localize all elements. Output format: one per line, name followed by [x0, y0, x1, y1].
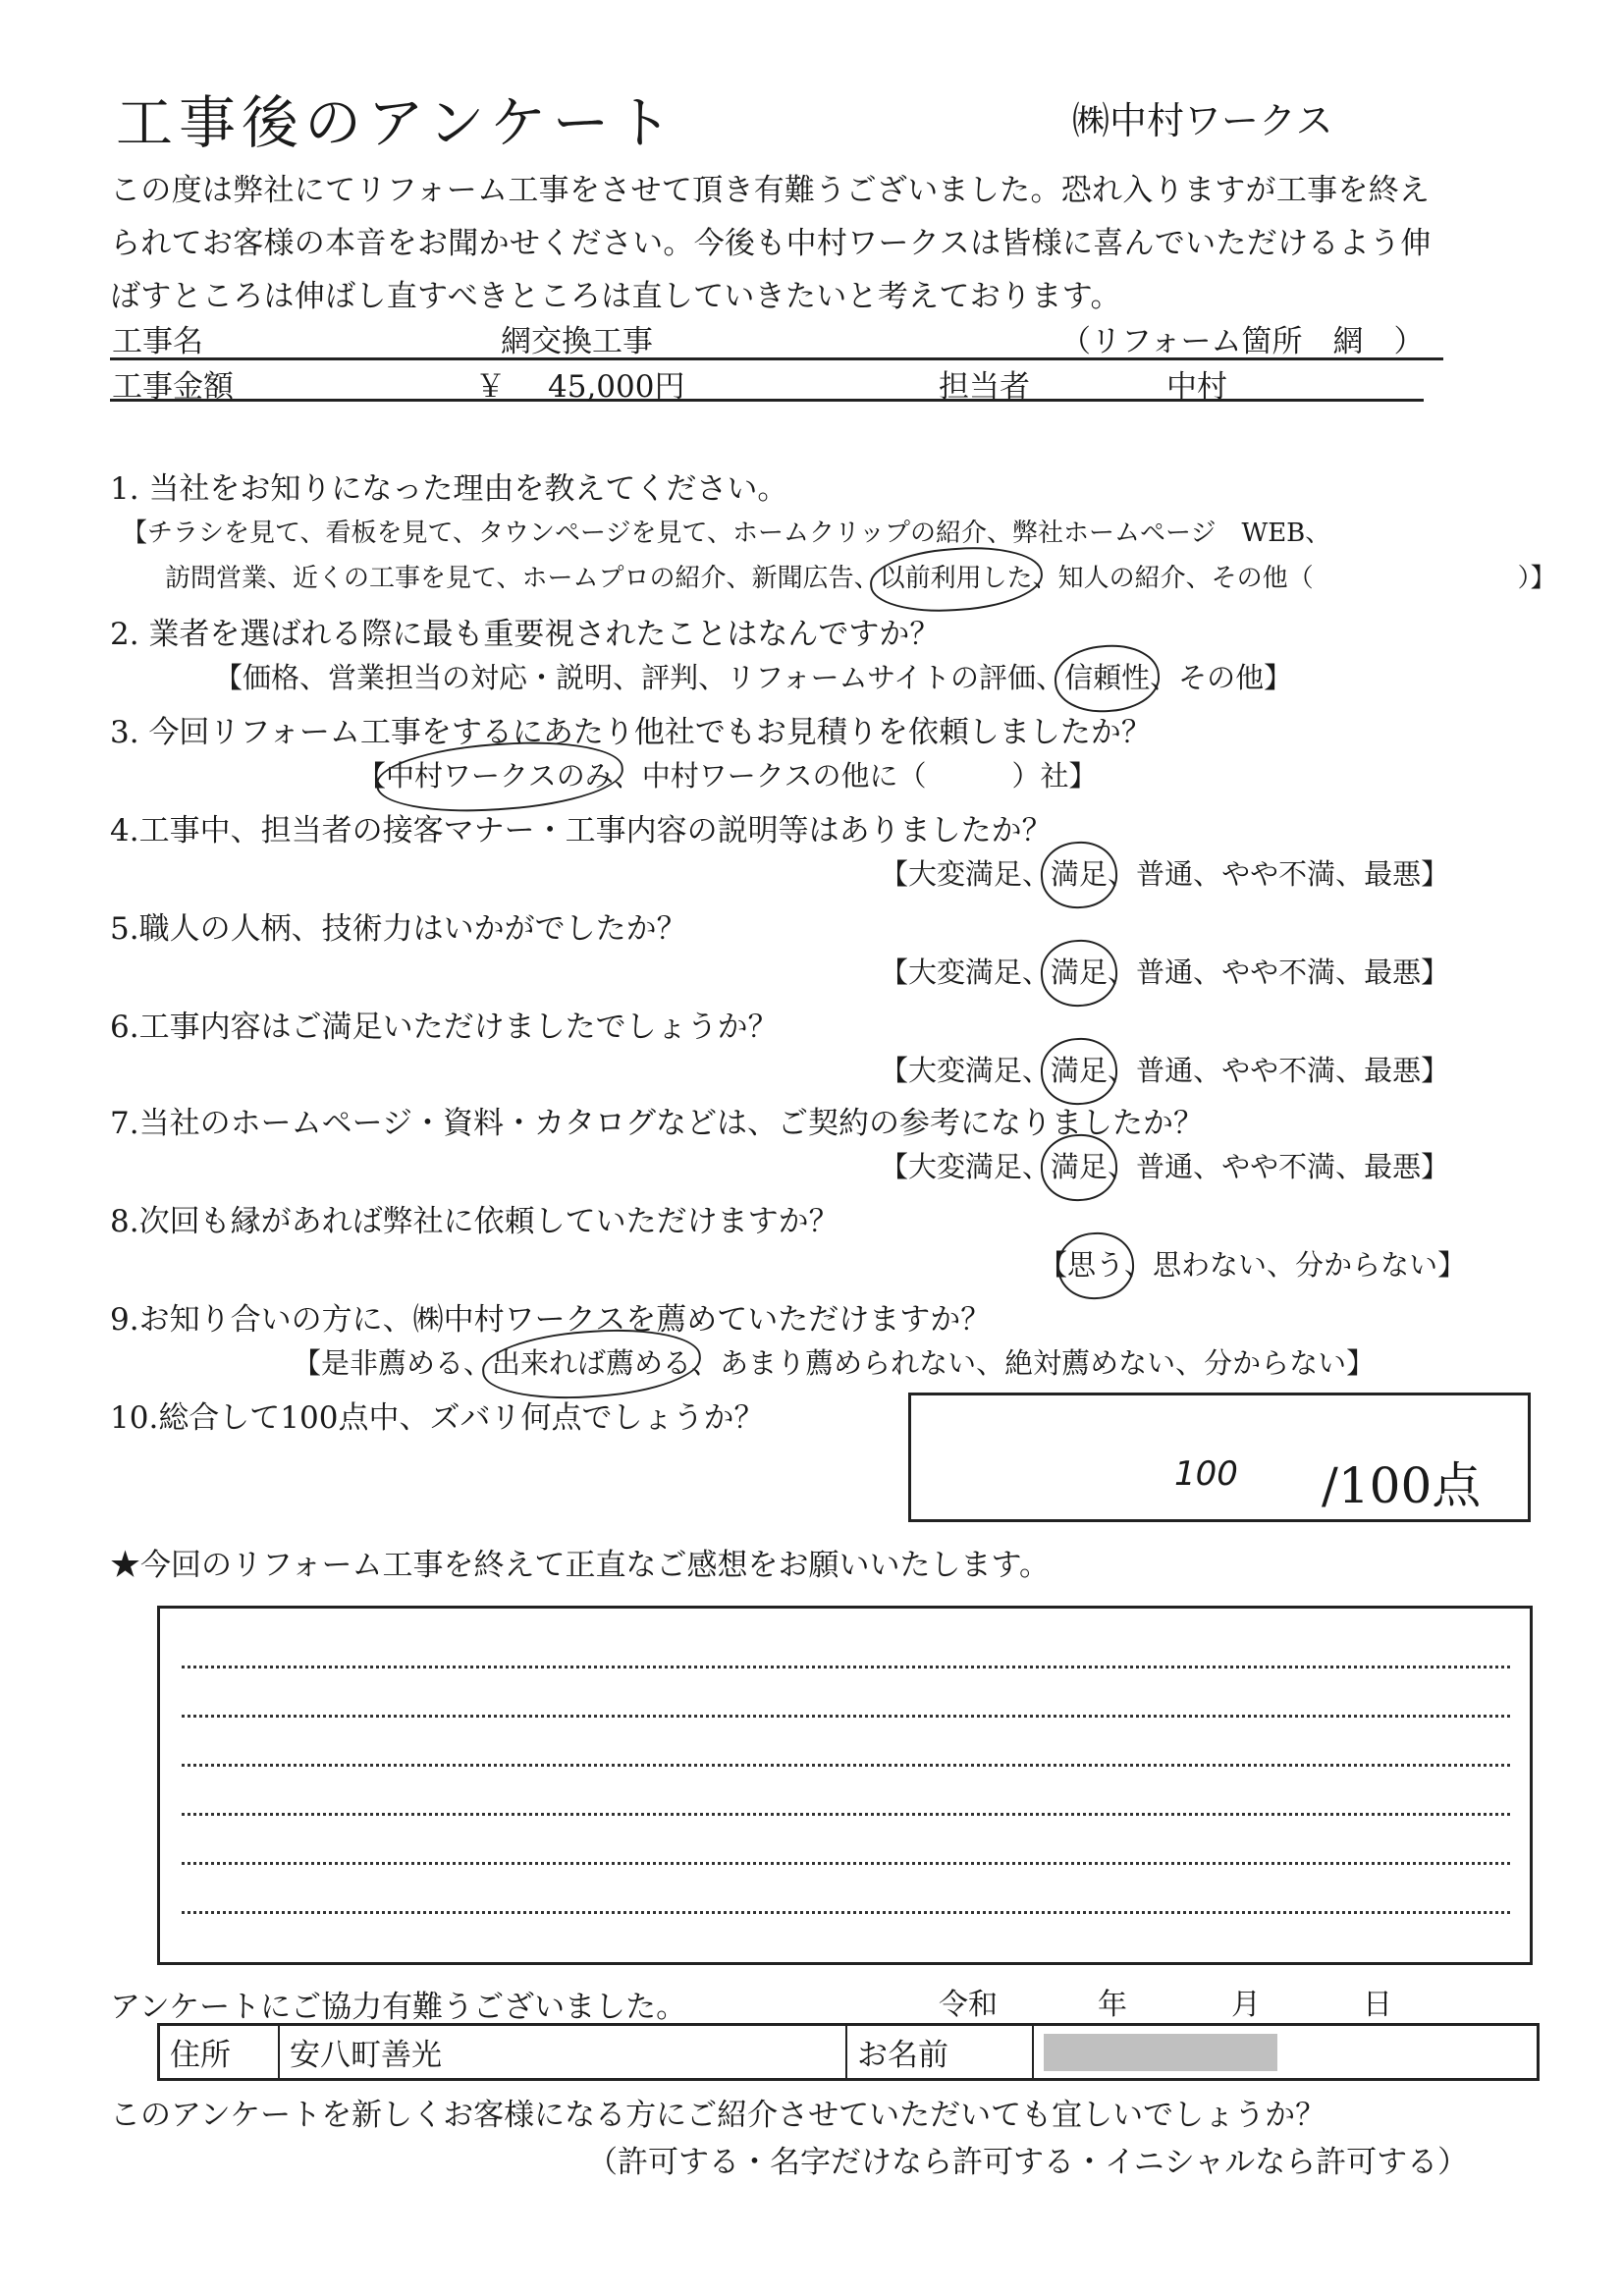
staff-label: 担当者 [939, 369, 1030, 405]
question-2-options: 【価格、営業担当の対応・説明、評判、リフォームサイトの評価、信頼性、その他】 [214, 661, 1293, 694]
question-text: 業者を選ばれる際に最も重要視されたことはなんですか？ [148, 617, 941, 652]
amount-label: 工事金額 [112, 369, 234, 405]
option[interactable]: 普通 [1136, 1150, 1194, 1183]
option-selected[interactable]: 中村ワークスのみ [386, 759, 614, 793]
date-year-label[interactable]: 年 [1098, 1988, 1127, 2022]
question-1 [110, 464, 787, 508]
option[interactable]: 分からない [1295, 1248, 1438, 1282]
question-text: 職人の人柄、技術力はいかがでしたか？ [138, 911, 687, 947]
question-number: 5. [110, 911, 139, 947]
currency-symbol: ￥ [475, 369, 506, 405]
option[interactable]: 思わない [1153, 1248, 1268, 1282]
option[interactable]: 営業担当の対応・説明 [328, 661, 614, 694]
date-month-label[interactable]: 月 [1231, 1988, 1261, 2022]
question-10 [110, 1393, 764, 1437]
question-9-options: 【是非薦める、出来れば薦める、あまり薦められない、絶対薦めない、分からない】 [293, 1346, 1376, 1380]
option[interactable]: 分からない [1204, 1346, 1347, 1380]
question-number: 1. [110, 471, 139, 507]
option-selected[interactable]: 満足 [1051, 1054, 1109, 1087]
question-9 [110, 1294, 991, 1339]
option-selected[interactable]: 出来れば薦める [492, 1346, 692, 1380]
option[interactable]: あまり薦められない [720, 1346, 977, 1380]
option[interactable]: 是非薦める [321, 1346, 464, 1380]
question-text: 今回リフォーム工事をするにあたり他社でもお見積りを依頼しましたか？ [148, 715, 1152, 750]
question-number: 10. [110, 1400, 159, 1436]
question-text: 次回も縁があれば弊社に依頼していただけますか？ [138, 1204, 839, 1239]
intro-line-2: られてお客様の本音をお聞かせください。今後も中村ワークスは皆様に喜んでいただけるよう伸 [110, 226, 1432, 261]
option[interactable]: 大変満足 [908, 1054, 1023, 1087]
customer-info-table [157, 2023, 1540, 2081]
question-1-options-line-2: 訪問営業、近くの工事を見て、ホームプロの紹介、新聞広告、以前利用した、知人の紹介、その他（ ）】 [165, 564, 1556, 593]
score-handwritten[interactable]: 100 [1174, 1454, 1238, 1494]
option[interactable]: リフォームサイトの評価 [727, 661, 1037, 694]
question-2 [110, 609, 940, 653]
permission-question: このアンケートを新しくお客様になる方にご紹介させていただいても宜しいでしょうか？ [110, 2098, 1326, 2133]
question-5-options: 【大変満足、満足、普通、やや不満、最悪】 [880, 956, 1450, 989]
work-name-row [110, 316, 1443, 360]
question-8 [110, 1196, 839, 1240]
option[interactable]: 中村ワークスの他に（ ）社 [641, 759, 1069, 793]
option[interactable]: 最悪 [1364, 1150, 1422, 1183]
option[interactable]: 近くの工事を見て [293, 564, 497, 593]
amount-row [110, 361, 1424, 405]
option[interactable]: ホームプロの紹介 [521, 564, 727, 593]
thanks-text: アンケートにご協力有難うございました。 [110, 1990, 687, 2025]
question-6-options: 【大変満足、満足、普通、やや不満、最悪】 [880, 1054, 1450, 1087]
option[interactable]: 大変満足 [908, 956, 1023, 989]
option[interactable]: 最悪 [1364, 857, 1422, 891]
intro-line-3: ばすところは伸ばし直すべきところは直していきたいと考えております。 [110, 279, 1121, 314]
question-text: 工事中、担当者の接客マナー・工事内容の説明等はありましたか？ [138, 813, 1053, 848]
question-3 [110, 707, 1152, 751]
question-text: 工事内容はご満足いただけましたでしょうか？ [138, 1010, 779, 1045]
question-6 [110, 1002, 779, 1046]
option[interactable]: 最悪 [1364, 1054, 1422, 1087]
option-selected[interactable]: 満足 [1051, 1150, 1109, 1183]
question-7 [110, 1098, 1204, 1142]
option[interactable]: 弊社ホームページ WEB [1011, 519, 1306, 548]
name-value[interactable] [1033, 2025, 1539, 2080]
address-label: 住所 [159, 2025, 280, 2080]
option[interactable]: その他 [1178, 661, 1265, 694]
score-box[interactable] [908, 1393, 1531, 1522]
amount-value[interactable]: 45,000円 [548, 369, 685, 405]
option[interactable]: 評判 [641, 661, 699, 694]
comment-line[interactable] [182, 1715, 1510, 1718]
question-4-options: 【大変満足、満足、普通、やや不満、最悪】 [880, 857, 1450, 891]
score-max-label: /100点 [1322, 1457, 1482, 1514]
option[interactable]: 大変満足 [908, 857, 1023, 891]
question-5 [110, 903, 687, 948]
date-day-label[interactable]: 日 [1363, 1988, 1392, 2022]
question-text: 当社のホームページ・資料・カタログなどは、ご契約の参考になりましたか？ [138, 1106, 1204, 1141]
option[interactable]: タウンページを見て [478, 519, 707, 548]
staff-value[interactable]: 中村 [1166, 369, 1227, 405]
option[interactable]: 大変満足 [908, 1150, 1023, 1183]
permission-options[interactable]: （許可する・名字だけなら許可する・イニシャルなら許可する） [587, 2145, 1469, 2180]
option[interactable]: 絶対薦めない [1004, 1346, 1176, 1380]
option[interactable]: チラシを見て [147, 519, 300, 548]
option[interactable]: やや不満 [1221, 1054, 1336, 1087]
work-name-value[interactable]: 網交換工事 [501, 324, 653, 359]
comments-box[interactable] [157, 1606, 1533, 1965]
comment-line[interactable] [182, 1764, 1510, 1767]
question-number: 7. [110, 1106, 139, 1141]
question-number: 3. [110, 715, 139, 750]
question-3-options: 【中村ワークスのみ、中村ワークスの他に（ ）社】 [357, 759, 1098, 793]
question-8-options: 【思う、思わない、分からない】 [1039, 1248, 1467, 1282]
intro-line-1: この度は弊社にてリフォーム工事をさせて頂き有難うございました。恐れ入りますが工事を終え [110, 173, 1431, 208]
page-title: 工事後のアンケート [116, 89, 678, 156]
question-text: 当社をお知りになった理由を教えてください。 [148, 471, 788, 507]
option[interactable]: 看板を見て [325, 519, 453, 548]
comment-line[interactable] [182, 1862, 1510, 1865]
option-selected[interactable]: 満足 [1051, 956, 1109, 989]
option[interactable]: やや不満 [1221, 956, 1336, 989]
work-name-label: 工事名 [112, 324, 203, 359]
option-selected[interactable]: 信頼性 [1064, 661, 1151, 694]
question-number: 4. [110, 813, 139, 848]
option[interactable]: ホームクリップの紹介 [732, 519, 987, 548]
option[interactable]: 知人の紹介 [1057, 564, 1186, 593]
comment-line[interactable] [182, 1813, 1510, 1816]
question-number: 6. [110, 1010, 139, 1045]
option[interactable]: 訪問営業 [165, 564, 268, 593]
address-value[interactable]: 安八町善光 [279, 2025, 846, 2080]
option-selected[interactable]: 以前利用した [879, 564, 1033, 593]
option[interactable]: その他（ ） [1211, 564, 1531, 593]
question-text: 総合して100点中、ズバリ何点でしょうか？ [158, 1400, 765, 1436]
question-number: 9. [110, 1302, 139, 1338]
option[interactable]: やや不満 [1221, 857, 1336, 891]
question-number: 8. [110, 1204, 139, 1239]
reform-location[interactable]: （リフォーム箇所 網 ） [1060, 324, 1425, 359]
option[interactable]: 普通 [1136, 956, 1194, 989]
comments-prompt: ★今回のリフォーム工事を終えて正直なご感想をお願いいたします。 [110, 1548, 1050, 1583]
date-era: 令和 [939, 1988, 998, 2022]
option-selected[interactable]: 満足 [1051, 857, 1109, 891]
redacted-name [1044, 2034, 1277, 2071]
option-selected[interactable]: 思う [1067, 1248, 1125, 1282]
name-label: お名前 [846, 2025, 1033, 2080]
option[interactable]: 普通 [1136, 857, 1194, 891]
comment-line[interactable] [182, 1666, 1510, 1668]
option[interactable]: 価格 [243, 661, 300, 694]
option[interactable]: やや不満 [1221, 1150, 1336, 1183]
comment-line[interactable] [182, 1911, 1510, 1914]
option[interactable]: 最悪 [1364, 956, 1422, 989]
option[interactable]: 新聞広告 [751, 564, 854, 593]
option[interactable]: 普通 [1136, 1054, 1194, 1087]
question-1-options-line-1: 【チラシを見て、看板を見て、タウンページを見て、ホームクリップの紹介、弊社ホームページ WEB、 [122, 519, 1331, 548]
question-7-options: 【大変満足、満足、普通、やや不満、最悪】 [880, 1150, 1450, 1183]
question-number: 2. [110, 617, 139, 652]
company-name: ㈱中村ワークス [1072, 99, 1333, 142]
question-4 [110, 805, 1053, 849]
question-text: お知り合いの方に、㈱中村ワークスを薦めていただけますか？ [138, 1302, 992, 1338]
